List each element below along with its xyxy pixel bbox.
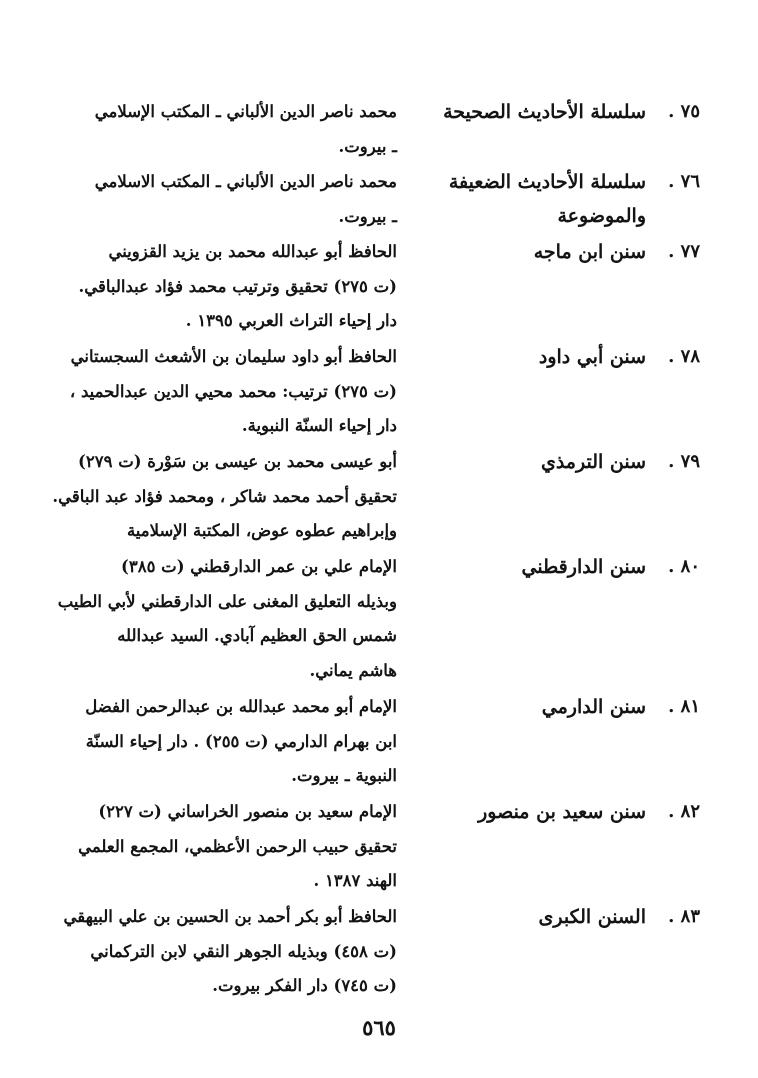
entry-title-line: سنن الدارقطني	[521, 556, 646, 578]
entry-number: ٧٨ .	[668, 346, 700, 367]
entry-title-line: سلسلة الأحاديث الصحيحة	[443, 101, 646, 123]
entry-number: ٧٦ .	[668, 171, 700, 192]
entry-description	[67, 165, 397, 234]
entry-description-line: شمس الحق العظيم آبادي. السيد عبدالله	[117, 626, 397, 645]
entry-title-line: سنن ابن ماجه	[533, 241, 646, 263]
entry-title	[441, 95, 646, 129]
entry-description	[67, 235, 397, 339]
entry-title	[441, 550, 646, 584]
entry-description	[67, 795, 397, 899]
entry-description-line: محمد ناصر الدين الألباني ـ المكتب الإسلامي	[94, 102, 397, 121]
entry-description-line: ابن بهرام الدارمي (ت ٢٥٥) . دار إحياء السنّة	[85, 731, 397, 751]
entry-description	[57, 550, 397, 688]
entry-description-line: محمد ناصر الدين الألباني ـ المكتب الاسلامي	[94, 172, 397, 191]
entry-description-line: (ت ٤٥٨) وبذيله الجوهر النقي لابن التركماني	[90, 941, 397, 961]
entry-description-line: (ت ٢٧٥) تحقيق وترتيب محمد فؤاد عبدالباقي.	[78, 276, 397, 296]
entry-description-line: الحافظ أبو داود سليمان بن الأشعث السجستاني	[70, 347, 397, 366]
entry-description-line: الإمام سعيد بن منصور الخراساني (ت ٢٢٧)	[98, 802, 397, 821]
entry-description-line: دار إحياء التراث العربي ١٣٩٥ .	[185, 311, 397, 330]
entry-title-line: والموضوعة	[557, 205, 646, 227]
entry-number: ٧٩ .	[668, 451, 700, 472]
entry-description-line: الإمام علي بن عمر الدارقطني (ت ٣٨٥)	[121, 557, 397, 576]
entry-number: ٧٥ .	[668, 101, 700, 122]
entry-title-line: سنن سعيد بن منصور	[478, 801, 646, 823]
entry-title	[441, 235, 646, 269]
entry-description-line: (ت ٧٤٥) دار الفكر بيروت.	[212, 976, 397, 995]
entry-description-line: الهند ١٣٨٧ .	[313, 871, 397, 890]
entry-title	[441, 165, 646, 233]
entry-description-line: أبو عيسى محمد بن عيسى بن سَوْرة (ت ٢٧٩)	[78, 452, 397, 471]
entry-number: ٨٢ .	[668, 801, 700, 822]
entry-title-line: السنن الكبرى	[538, 906, 646, 928]
entry-description-line: النبوية ـ بيروت.	[291, 766, 397, 785]
entry-description	[67, 95, 397, 164]
entry-title	[441, 795, 646, 829]
entry-title	[441, 690, 646, 724]
entry-number: ٨٣ .	[668, 906, 700, 927]
entry-number: ٨٠ .	[668, 556, 700, 577]
page-number: ٥٦٥	[362, 1015, 396, 1040]
entry-title	[441, 900, 646, 934]
entry-description	[52, 445, 397, 549]
entry-title-line: سلسلة الأحاديث الضعيفة	[448, 171, 646, 193]
entry-number: ٧٧ .	[668, 241, 700, 262]
entry-title	[441, 445, 646, 479]
entry-description-line: الحافظ أبو بكر أحمد بن الحسين بن علي البيهقي	[63, 907, 397, 926]
entry-description	[67, 340, 397, 444]
entry-description-line: وبذيله التعليق المغنى على الدارقطني لأبي الطيب	[57, 591, 397, 611]
entry-description-line: دار إحياء السنّة النبوية.	[241, 416, 397, 435]
entry-description-line: وإبراهيم عطوه عوض، المكتبة الإسلامية	[126, 521, 397, 540]
entry-description-line: الحافظ أبو عبدالله محمد بن يزيد القزويني	[108, 242, 397, 261]
entry-description	[63, 900, 397, 1004]
entry-number: ٨١ .	[668, 696, 700, 717]
entry-description	[67, 690, 397, 794]
entry-description-line: هاشم يماني.	[309, 660, 397, 680]
entry-title-line: سنن أبي داود	[538, 346, 646, 368]
entry-description-line: تحقيق أحمد محمد شاكر ، ومحمد فؤاد عبد الباقي.	[52, 486, 397, 506]
entry-description-line: (ت ٢٧٥) ترتيب: محمد محيي الدين عبدالحميد ،	[69, 381, 397, 401]
entry-title-line: سنن الترمذي	[540, 451, 646, 473]
entry-description-line: ـ بيروت.	[338, 136, 397, 156]
entry-title-line: سنن الدارمي	[541, 696, 646, 718]
entry-title	[441, 340, 646, 374]
entry-description-line: الإمام أبو محمد عبدالله بن عبدالرحمن الفضل	[85, 697, 397, 716]
entry-description-line: تحقيق حبيب الرحمن الأعظمي، المجمع العلمي	[78, 836, 397, 856]
entry-description-line: ـ بيروت.	[338, 206, 397, 226]
